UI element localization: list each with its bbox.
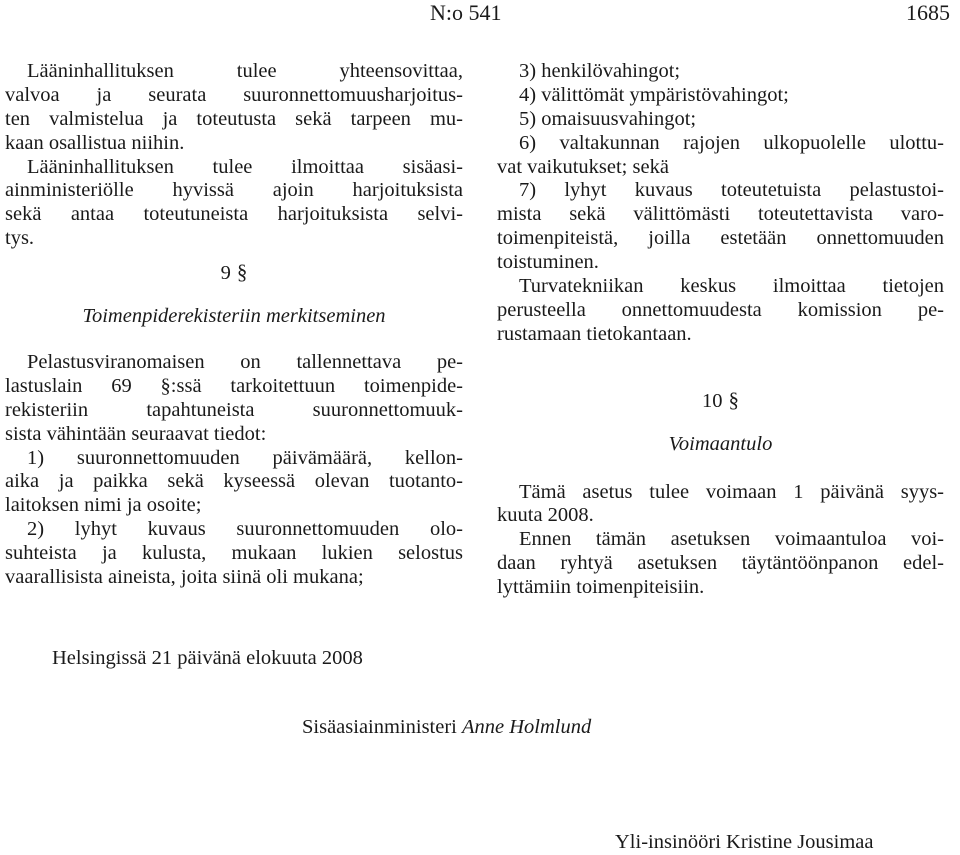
section-heading-10: [497, 387, 944, 413]
paragraph-registry: [5, 351, 463, 447]
official-signature: Yli-insinööri Kristine Jousimaa: [615, 831, 874, 853]
text-line: 2) lyhyt kuvaus suuronnettomuuden olo-: [27, 518, 463, 541]
text-line: ainministeriölle hyvissä ajoin harjoituksista: [5, 179, 463, 202]
section-title: Voimaantulo: [668, 432, 773, 455]
section-sign-icon: §: [728, 387, 739, 412]
text-line: Ennen tämän asetuksen voimaantuloa voi-: [519, 528, 944, 551]
text-line: lastuslain 69 §:ssä tarkoitettuun toimenpide-: [5, 374, 463, 397]
text-line: vaarallisista aineista, joita siinä oli mukana;: [5, 566, 364, 589]
text-line: valvoa ja seurata suuronnettomuusharjoitus-: [5, 83, 463, 106]
right-column: [497, 60, 944, 600]
text-line: tys.: [5, 227, 35, 250]
text-line: toimenpiteistä, joilla estetään onnettomuuden: [497, 227, 944, 250]
text-line: sekä antaa toteutuneista harjoituksista selvi-: [5, 203, 463, 226]
text-line: Tämä asetus tulee voimaan 1 päivänä syys-: [519, 480, 944, 503]
text-line: sista vähintään seuraavat tiedot:: [5, 422, 267, 445]
text-line: 7) lyhyt kuvaus toteutetuista pelastustoi-: [519, 179, 944, 202]
minister-signature: [302, 714, 591, 740]
page-number: 1685: [906, 0, 950, 25]
text-line: lyttämiin toimenpiteisiin.: [497, 576, 705, 599]
list-item-5: 5) omaisuusvahingot;: [519, 107, 697, 130]
text-line: rekisteriin tapahtuneista suuronnettomuuk-: [5, 398, 463, 421]
section-sign-icon: §: [236, 260, 248, 285]
place-and-date: Helsingissä 21 päivänä elokuuta 2008: [52, 647, 363, 669]
text-line: Turvatekniikan keskus ilmoittaa tietojen: [519, 275, 944, 298]
text-line: 1) suuronnettomuuden päivämäärä, kellon-: [27, 446, 463, 469]
paragraph-preparatory-measures: [497, 528, 944, 600]
issue-number: N:o 541: [430, 0, 502, 25]
minister-title: Sisäasiainministeri: [302, 716, 457, 738]
text-line: kuuta 2008.: [497, 504, 594, 527]
paragraph-regional-exercises: [5, 60, 463, 156]
list-item-2: [5, 518, 463, 590]
section-heading-9: [5, 259, 463, 285]
text-line: Lääninhallituksen tulee ilmoittaa sisäasi-: [27, 155, 463, 178]
section-number: 10: [702, 389, 723, 412]
paragraph-report-ministry: [5, 156, 463, 252]
list-item-4: 4) välittömät ympäristövahingot;: [519, 83, 789, 106]
list-item-7: [497, 179, 944, 275]
text-line: mista sekä välittömästi toteutettavista varo-: [497, 203, 944, 226]
text-line: daan ryhtyä asetuksen täytäntöönpanon edel-: [497, 552, 944, 575]
left-column: [5, 60, 463, 590]
list-item-3: 3) henkilövahingot;: [519, 60, 681, 82]
text-line: vat vaikutukset; sekä: [497, 155, 669, 178]
text-line: laitoksen nimi ja osoite;: [5, 494, 202, 517]
text-line: suhteista ja kulusta, mukaan lukien selostus: [5, 542, 463, 565]
text-line: 6) valtakunnan rajojen ulkopuolelle ulottu-: [519, 131, 944, 154]
text-line: Pelastusviranomaisen on tallennettava pe-: [27, 351, 463, 374]
text-line: toistuminen.: [497, 251, 599, 274]
text-line: perusteella onnettomuudesta komission pe-: [497, 298, 944, 321]
minister-name: Anne Holmlund: [462, 716, 592, 738]
text-line: aika ja paikka sekä kyseessä olevan tuotanto-: [5, 470, 463, 493]
paragraph-entry-into-force: [497, 481, 944, 529]
section-title: Toimenpiderekisteriin merkitseminen: [82, 305, 386, 328]
text-line: kaan osallistua niihin.: [5, 131, 185, 154]
paragraph-tukes: [497, 275, 944, 347]
text-line: rustamaan tietokantaan.: [497, 322, 692, 345]
list-item-1: [5, 447, 463, 519]
section-number: 9: [220, 262, 231, 285]
text-line: Lääninhallituksen tulee yhteensovittaa,: [27, 60, 463, 82]
text-line: ten valmistelua ja toteutusta sekä tarpeen mu-: [5, 107, 463, 130]
list-item-6: [497, 132, 944, 180]
